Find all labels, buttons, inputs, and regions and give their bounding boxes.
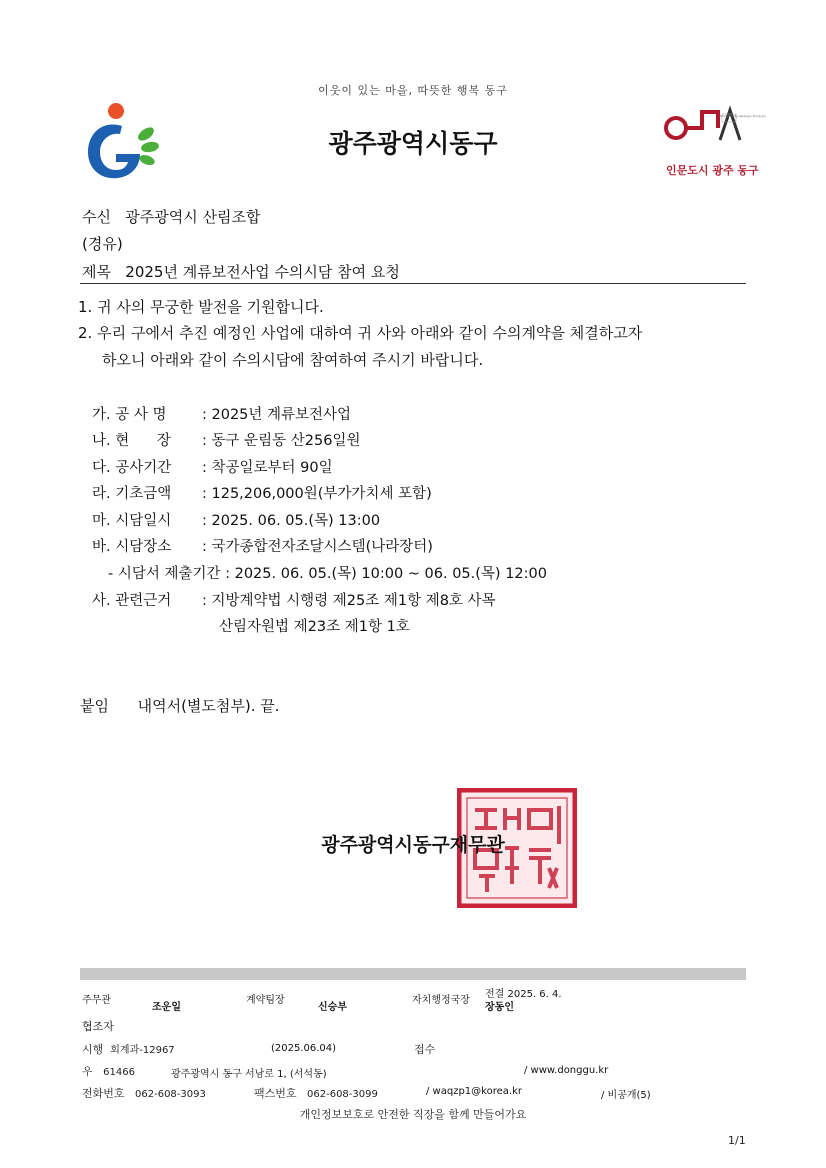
footer-website[interactable]: / www.donggu.kr xyxy=(524,1065,609,1076)
detail-key: 사. 관련근거 xyxy=(92,593,172,609)
to-value: 광주광역시 산림조합 xyxy=(125,208,261,226)
page-number: 1/1 xyxy=(728,1134,746,1147)
subject-row xyxy=(82,261,400,282)
humanities-city-logo xyxy=(662,100,766,186)
detail-item: 나. 현 장 : 동구 운림동 산256일원 xyxy=(92,429,360,450)
footer-address: 광주광역시 동구 서남로 1, (서석동) xyxy=(171,1069,327,1080)
paragraph-2-line-2: 하오니 아래와 같이 수의시담에 참여하여 주시기 바랍니다. xyxy=(102,351,484,369)
issuer-signature: 광주광역시동구재무관 xyxy=(321,834,505,856)
paragraph-2-line-1: 2. 우리 구에서 추진 예정인 사업에 대하여 귀 사와 아래와 같이 수의계약을 체결하고자 xyxy=(78,324,643,342)
attachment-row xyxy=(80,695,280,716)
exec-no: 회계과-12967 xyxy=(110,1045,175,1056)
basis-line-2: 산림자원법 제23조 제1항 1호 xyxy=(219,619,410,635)
subject-label: 제목 xyxy=(82,263,111,281)
footer-exec-row xyxy=(82,1041,175,1057)
detail-value: 국가종합전자조달시스템(나라장터) xyxy=(211,539,433,555)
detail-value: 착공일로부터 90일 xyxy=(211,460,333,476)
footer-label-team-leader: 계약팀장 xyxy=(246,995,285,1006)
via-row: (경유) xyxy=(82,235,123,253)
footer-name-officer: 조운일 xyxy=(152,1002,181,1013)
detail-key: 다. 공사기간 xyxy=(92,460,172,476)
post-label: 우 xyxy=(82,1065,93,1078)
exec-date: (2025.06.04) xyxy=(271,1043,337,1054)
detail-item: 마. 시담일시 : 2025. 06. 05.(목) 13:00 xyxy=(92,509,380,530)
detail-value: 125,206,000원(부가가치세 포함) xyxy=(211,486,432,502)
footer-disclosure: / 비공개(5) xyxy=(601,1090,651,1101)
fax-no: 062-608-3099 xyxy=(307,1089,378,1100)
footer-name-team-leader: 신승부 xyxy=(318,1002,347,1013)
detail-value: 2025. 06. 05.(목) 13:00 xyxy=(211,513,381,529)
tel-label: 전화번호 xyxy=(82,1087,125,1100)
recipient-row xyxy=(82,206,260,227)
detail-item-basis: 사. 관련근거 : 지방계약법 시행령 제25조 제1항 제8호 사목 xyxy=(92,589,496,610)
footer-label-director: 자치행정국장 xyxy=(412,995,470,1006)
header-slogan: 이웃이 있는 마을, 따뜻한 행복 동구 xyxy=(318,84,508,97)
subject-value: 2025년 계류보전사업 수의시담 참여 요청 xyxy=(125,263,400,281)
footer-label-officer: 주무관 xyxy=(82,995,111,1006)
subject-divider xyxy=(80,283,746,284)
org-title: 광주광역시동구 xyxy=(328,129,498,158)
footer-name-director: 장동인 xyxy=(485,1002,514,1013)
basis-line-1: 지방계약법 시행령 제25조 제1항 제8호 사목 xyxy=(211,593,496,609)
detail-key: 가. 공 사 명 xyxy=(92,407,167,423)
paragraph-1: 1. 귀 사의 무궁한 발전을 기원합니다. xyxy=(78,298,324,316)
detail-value: 동구 운림동 산256일원 xyxy=(211,433,361,449)
submit-period: - 시담서 제출기간 : 2025. 06. 05.(목) 10:00 ~ 06. 05.(목) 12:00 xyxy=(108,566,547,582)
footer-email[interactable]: / waqzp1@korea.kr xyxy=(426,1086,522,1097)
footer-slogan: 개인정보보호로 안전한 직장을 함께 만들어가요 xyxy=(299,1108,527,1121)
exec-label: 시행 xyxy=(82,1043,104,1056)
detail-item: 가. 공 사 명 : 2025년 계류보전사업 xyxy=(92,403,351,424)
post-no: 61466 xyxy=(103,1067,135,1078)
footer-divider xyxy=(80,968,746,980)
attach-value: 내역서(별도첨부). 끝. xyxy=(137,697,280,715)
detail-item: 바. 시담장소 : 국가종합전자조달시스템(나라장터) xyxy=(92,535,433,556)
footer-tel-row xyxy=(82,1085,206,1101)
detail-key: 라. 기초금액 xyxy=(92,486,172,502)
footer-approval-date: 전결 2025. 6. 4. xyxy=(485,989,562,1000)
detail-key: 마. 시담일시 xyxy=(92,513,172,529)
fax-label: 팩스번호 xyxy=(254,1087,297,1100)
detail-value: 2025년 계류보전사업 xyxy=(211,407,352,423)
footer-post-row xyxy=(82,1063,135,1079)
detail-item: 다. 공사기간 : 착공일로부터 90일 xyxy=(92,456,333,477)
footer-cooperate: 협조자 xyxy=(82,1020,114,1033)
tel-no: 062-608-3093 xyxy=(135,1089,206,1100)
detail-item: 라. 기초금액 : 125,206,000원(부가가치세 포함) xyxy=(92,482,432,503)
detail-key: 바. 시담장소 xyxy=(92,539,172,555)
footer-fax-row xyxy=(254,1085,378,1101)
detail-key: 나. 현 장 xyxy=(92,433,171,449)
brand-mark-small: Human City Gwangju Dong-gu xyxy=(720,114,766,118)
to-label: 수신 xyxy=(82,208,111,226)
attach-label: 붙임 xyxy=(80,697,109,715)
brand-mark-text: 인문도시 광주 동구 xyxy=(666,164,759,177)
receive-label: 접수 xyxy=(414,1043,436,1056)
